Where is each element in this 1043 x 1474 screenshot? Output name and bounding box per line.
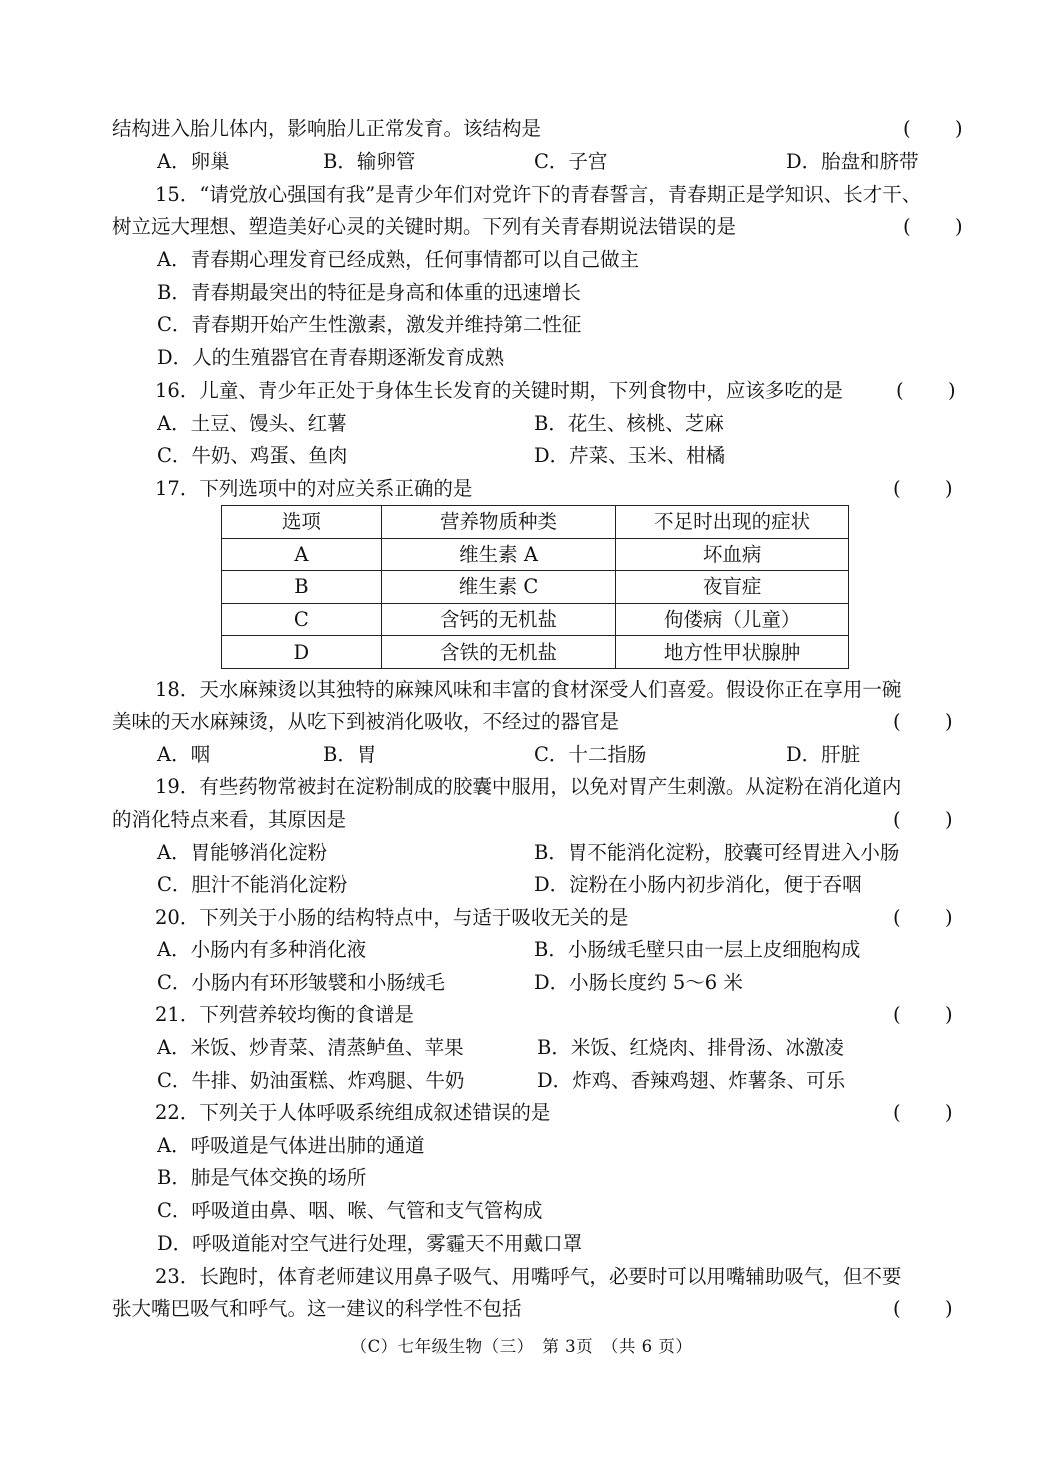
q20-option-c: C．小肠内有环形皱襞和小肠绒毛: [157, 971, 445, 994]
q15-stem-line-1: [0, 179, 1043, 211]
q15-option-b: B．青春期最突出的特征是身高和体重的迅速增长: [157, 281, 581, 304]
page-footer: （C）七年级生物（三） 第 3页 （共 6 页）: [350, 1337, 693, 1356]
table-cell: C: [222, 603, 382, 636]
q15-stem-line-2: 树立远大理想、塑造美好心灵的关键时期。下列有关青春期说法错误的是 ( ): [0, 211, 1043, 243]
table-cell: 坏血病: [616, 538, 849, 571]
q18-stem-line-2: 美味的天水麻辣烫，从吃下到被消化吸收，不经过的器官是 ( ): [0, 706, 1043, 738]
q18-stem-line-1: [0, 674, 1043, 706]
q16-stem: 16．儿童、青少年正处于身体生长发育的关键时期，下列食物中，应该多吃的是: [155, 379, 843, 402]
q21-option-d: D．炸鸡、香辣鸡翅、炸薯条、可乐: [537, 1069, 846, 1092]
q16-option-c: C．牛奶、鸡蛋、鱼肉: [157, 444, 348, 467]
q22-stem-line: 22．下列关于人体呼吸系统组成叙述错误的是 ( ): [0, 1097, 1043, 1129]
q14-option-b: B．输卵管: [323, 150, 416, 173]
q23-stem-line-1: [0, 1261, 1043, 1293]
q15-option-c-line: [0, 309, 1043, 341]
q21-option-b: B．米饭、红烧肉、排骨汤、冰激凌: [537, 1036, 844, 1059]
q22-option-b-line: [0, 1162, 1043, 1194]
q21-options-row-2: [0, 1065, 1043, 1097]
q22-option-d-line: [0, 1228, 1043, 1260]
q17-stem-line: 17．下列选项中的对应关系正确的是 ( ): [0, 473, 1043, 505]
q19-option-b: B．胃不能消化淀粉，胶囊可经胃进入小肠: [534, 841, 900, 864]
q19-option-c: C．胆汁不能消化淀粉: [157, 873, 348, 896]
q20-stem: 20．下列关于小肠的结构特点中，与适于吸收无关的是: [155, 906, 629, 929]
q18-stem-1: 18．天水麻辣烫以其独特的麻辣风味和丰富的食材深受人们喜爱。假设你正在享用一碗: [155, 678, 902, 701]
q16-option-a: A．土豆、馒头、红薯: [157, 412, 347, 435]
q16-options-row-1: [0, 408, 1043, 440]
table-header-cell: 营养物质种类: [381, 506, 616, 539]
q22-option-a: A．呼吸道是气体进出肺的通道: [157, 1134, 425, 1157]
q21-option-a: A．米饭、炒青菜、清蒸鲈鱼、苹果: [157, 1036, 464, 1059]
q16-options-row-2: [0, 440, 1043, 472]
q19-options-row-2: [0, 869, 1043, 901]
q21-options-row-1: [0, 1032, 1043, 1064]
table-header-row: [222, 506, 849, 539]
q22-option-b: B．肺是气体交换的场所: [157, 1166, 367, 1189]
q19-option-a: A．胃能够消化淀粉: [157, 841, 328, 864]
q15-option-d: D．人的生殖器官在青春期逐渐发育成熟: [157, 346, 505, 369]
q21-option-c: C．牛排、奶油蛋糕、炸鸡腿、牛奶: [157, 1069, 465, 1092]
q20-option-a: A．小肠内有多种消化液: [157, 938, 367, 961]
q21-stem-line: 21．下列营养较均衡的食谱是 ( ): [0, 999, 1043, 1031]
table-row: [222, 538, 849, 571]
q22-stem: 22．下列关于人体呼吸系统组成叙述错误的是: [155, 1101, 551, 1124]
q23-stem-1: 23．长跑时，体育老师建议用鼻子吸气、用嘴呼气，必要时可以用嘴辅助吸气，但不要: [155, 1265, 902, 1288]
q15-option-d-line: [0, 342, 1043, 374]
q23-stem-2: 张大嘴巴吸气和呼气。这一建议的科学性不包括: [112, 1297, 522, 1320]
q18-options: [0, 739, 1043, 771]
q17-stem: 17．下列选项中的对应关系正确的是: [155, 477, 473, 500]
table-row: [222, 603, 849, 636]
table-cell: 含铁的无机盐: [381, 636, 616, 669]
q16-option-d: D．芹菜、玉米、柑橘: [534, 444, 726, 467]
table-cell: 维生素 A: [381, 538, 616, 571]
q15-option-a-line: [0, 244, 1043, 276]
q15-stem-2: 树立远大理想、塑造美好心灵的关键时期。下列有关青春期说法错误的是: [112, 215, 737, 238]
q18-stem-2: 美味的天水麻辣烫，从吃下到被消化吸收，不经过的器官是: [112, 710, 620, 733]
q15-option-b-line: [0, 277, 1043, 309]
q19-options-row-1: [0, 837, 1043, 869]
q14-option-a: A．卵巢: [157, 150, 230, 173]
q22-option-a-line: [0, 1130, 1043, 1162]
q22-option-c: C．呼吸道由鼻、咽、喉、气管和支气管构成: [157, 1199, 543, 1222]
q14-stem-line: 结构进入胎儿体内，影响胎儿正常发育。该结构是 ( ): [0, 113, 1043, 145]
table-cell: 含钙的无机盐: [381, 603, 616, 636]
q20-option-b: B．小肠绒毛壁只由一层上皮细胞构成: [534, 938, 861, 961]
table-cell: B: [222, 571, 382, 604]
q14-option-c: C．子宫: [534, 150, 608, 173]
q20-options-row-1: [0, 934, 1043, 966]
q18-option-a: A．咽: [157, 743, 211, 766]
q15-stem-1: 15．“请党放心强国有我”是青少年们对党许下的青春誓言，青春期正是学知识、长才干、: [155, 183, 922, 206]
q15-option-a: A．青春期心理发育已经成熟，任何事情都可以自己做主: [157, 248, 640, 271]
table-row: [222, 636, 849, 669]
q19-stem-line-2: 的消化特点来看，其原因是 ( ): [0, 804, 1043, 836]
q23-stem-line-2: 张大嘴巴吸气和呼气。这一建议的科学性不包括 ( ): [0, 1293, 1043, 1325]
q20-options-row-2: [0, 967, 1043, 999]
q20-stem-line: 20．下列关于小肠的结构特点中，与适于吸收无关的是 ( ): [0, 902, 1043, 934]
table-row: [222, 571, 849, 604]
q18-option-d: D．肝脏: [786, 743, 861, 766]
q15-option-c: C．青春期开始产生性激素，激发并维持第二性征: [157, 313, 582, 336]
q16-option-b: B．花生、核桃、芝麻: [534, 412, 724, 435]
table-cell: 维生素 C: [381, 571, 616, 604]
table-cell: A: [222, 538, 382, 571]
q19-stem-1: 19．有些药物常被封在淀粉制成的胶囊中服用，以免对胃产生刺激。从淀粉在消化道内: [155, 775, 902, 798]
q21-stem: 21．下列营养较均衡的食谱是: [155, 1003, 414, 1026]
q20-option-d: D．小肠长度约 5～6 米: [534, 971, 743, 994]
table-cell: D: [222, 636, 382, 669]
table-cell: 佝偻病（儿童）: [616, 603, 849, 636]
q14-options: [0, 146, 1043, 178]
q16-stem-line: 16．儿童、青少年正处于身体生长发育的关键时期，下列食物中，应该多吃的是 ( ): [0, 375, 1043, 407]
q18-option-b: B．胃: [323, 743, 377, 766]
table-header-cell: 选项: [222, 506, 382, 539]
q19-stem-2: 的消化特点来看，其原因是: [112, 808, 347, 831]
table-cell: 夜盲症: [616, 571, 849, 604]
table-header-cell: 不足时出现的症状: [616, 506, 849, 539]
q14-stem: 结构进入胎儿体内，影响胎儿正常发育。该结构是: [112, 117, 542, 140]
q17-table: [221, 505, 849, 669]
table-cell: 地方性甲状腺肿: [616, 636, 849, 669]
q19-stem-line-1: [0, 771, 1043, 803]
q14-option-d: D．胎盘和脐带: [786, 150, 919, 173]
q22-option-d: D．呼吸道能对空气进行处理，雾霾天不用戴口罩: [157, 1232, 583, 1255]
q18-option-c: C．十二指肠: [534, 743, 647, 766]
q22-option-c-line: [0, 1195, 1043, 1227]
q19-option-d: D．淀粉在小肠内初步消化，便于吞咽: [534, 873, 862, 896]
